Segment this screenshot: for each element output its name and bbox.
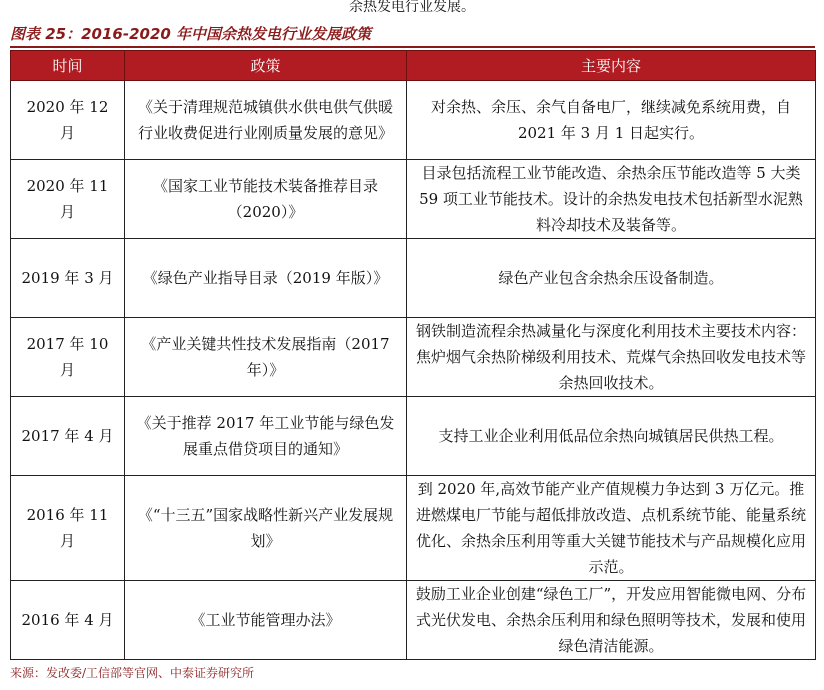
header-time: 时间 <box>11 51 125 81</box>
table-row <box>11 581 816 660</box>
table-row <box>11 81 816 160</box>
cell-policy: 《“十三五”国家战略性新兴产业发展规划》 <box>125 476 407 581</box>
cell-policy: 《工业节能管理办法》 <box>125 581 407 660</box>
source-note: 来源：发改委/工信部等官网、中泰证券研究所 <box>10 666 255 680</box>
header-policy: 政策 <box>125 51 407 81</box>
cell-time: 2016 年 4 月 <box>11 581 125 660</box>
table-row <box>11 397 816 476</box>
cell-content: 对余热、余压、余气自备电厂，继续减免系统用费，自 2021 年 3 月 1 日起实行。 <box>407 81 816 160</box>
table-row <box>11 239 816 318</box>
table-row <box>11 160 816 239</box>
cell-time: 2019 年 3 月 <box>11 239 125 318</box>
cell-time: 2016 年 11 月 <box>11 476 125 581</box>
cell-time: 2017 年 4 月 <box>11 397 125 476</box>
cell-content: 绿色产业包含余热余压设备制造。 <box>407 239 816 318</box>
cell-policy: 《绿色产业指导目录（2019 年版）》 <box>125 239 407 318</box>
cell-time: 2017 年 10 月 <box>11 318 125 397</box>
figure-title: 图表 25：2016-2020 年中国余热发电行业发展政策 <box>10 25 372 43</box>
table-row <box>11 318 816 397</box>
cell-content: 鼓励工业企业创建“绿色工厂”，开发应用智能微电网、分布式光伏发电、余热余压利用和绿色照明等技术，发展和使用绿色清洁能源。 <box>407 581 816 660</box>
cell-content: 目录包括流程工业节能改造、余热余压节能改造等 5 大类 59 项工业节能技术。设计的余热发电技术包括新型水泥熟料冷却技术及装备等。 <box>407 160 816 239</box>
cell-content: 支持工业企业利用低品位余热向城镇居民供热工程。 <box>407 397 816 476</box>
table-row <box>11 476 816 581</box>
cell-policy: 《关于清理规范城镇供水供电供气供暖行业收费促进行业刚质量发展的意见》 <box>125 81 407 160</box>
cell-policy: 《产业关键共性技术发展指南（2017 年）》 <box>125 318 407 397</box>
cell-time: 2020 年 12 月 <box>11 81 125 160</box>
cell-time: 2020 年 11 月 <box>11 160 125 239</box>
cell-policy: 《关于推荐 2017 年工业节能与绿色发展重点借贷项目的通知》 <box>125 397 407 476</box>
intro-text: 余热发电行业发展。 <box>349 0 475 15</box>
policy-table <box>10 50 816 660</box>
table-header-row <box>11 51 816 81</box>
cell-content: 钢铁制造流程余热减量化与深度化利用技术主要技术内容：焦炉烟气余热阶梯级利用技术、荒煤气余热回收发电技术等余热回收技术。 <box>407 318 816 397</box>
cell-policy: 《国家工业节能技术装备推荐目录（2020）》 <box>125 160 407 239</box>
header-content: 主要内容 <box>407 51 816 81</box>
cell-content: 到 2020 年,高效节能产业产值规模力争达到 3 万亿元。推进燃煤电厂节能与超低排放改造、点机系统节能、能量系统优化、余热余压利用等重大关键节能技术与产品规模化应用示范。 <box>407 476 816 581</box>
title-divider <box>10 46 815 48</box>
